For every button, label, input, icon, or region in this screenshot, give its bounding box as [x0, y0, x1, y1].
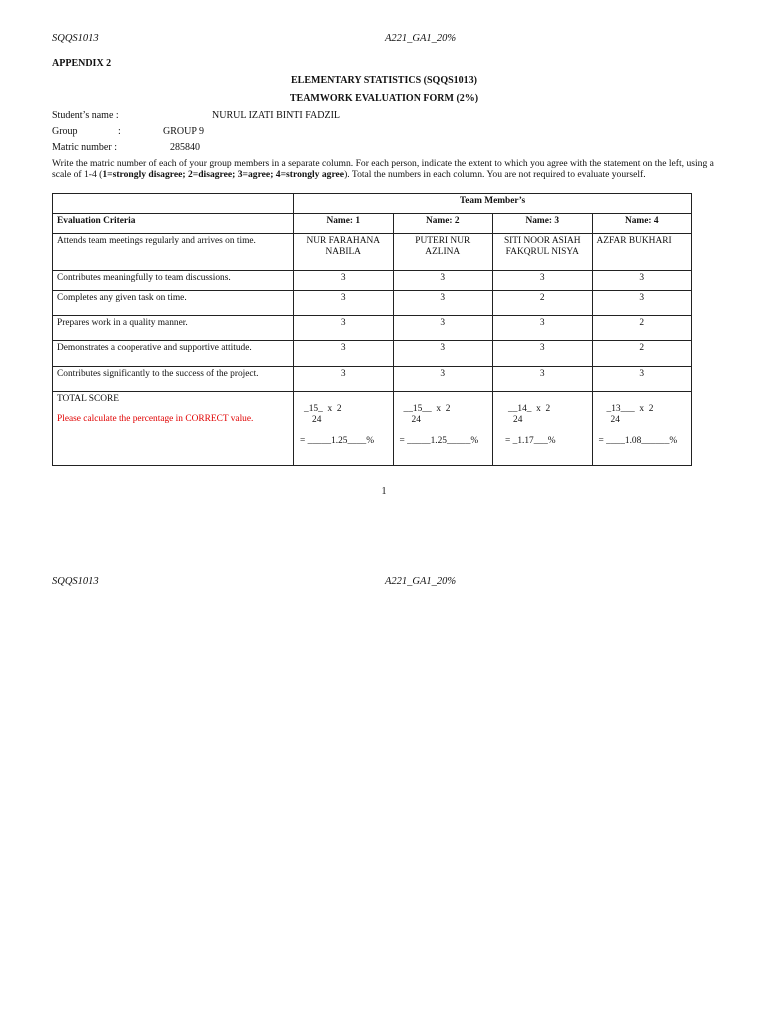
form-title-evaluation: TEAMWORK EVALUATION FORM (2%): [289, 93, 479, 104]
total-cell-1: [294, 392, 394, 466]
total-denominator: 24: [513, 415, 523, 425]
total-percentage: = ____1.08______%: [598, 436, 678, 446]
team-members-header: Team Member’s: [294, 194, 692, 214]
table-row: [53, 271, 692, 291]
student-name-value: NURUL IZATI BINTI FADZIL: [212, 110, 341, 121]
score-cell: 3: [493, 316, 593, 341]
evaluation-table: [52, 193, 692, 466]
score-cell: 3: [592, 271, 692, 291]
score-cell: 3: [393, 271, 493, 291]
score-cell: 3: [294, 341, 394, 367]
page2-header-assignment-code: A221_GA1_20%: [385, 576, 457, 587]
member-name-3: SITI NOOR ASIAH FAKQRUL NISYA: [493, 234, 593, 271]
total-formula: __14_ x 2: [508, 404, 551, 414]
criterion-cell: Attends team meetings regularly and arrives on time.: [53, 234, 294, 271]
score-cell: 2: [493, 291, 593, 316]
score-cell: 3: [493, 341, 593, 367]
total-label-cell: [53, 392, 294, 466]
group-colon: :: [118, 126, 121, 137]
name-header-1: Name: 1: [294, 214, 394, 234]
matric-label: Matric number :: [52, 142, 117, 153]
instructions-text-end: ). Total the numbers in each column. You are not required to evaluate yourself.: [344, 169, 646, 180]
score-cell: 3: [294, 271, 394, 291]
name-header-3: Name: 3: [493, 214, 593, 234]
criterion-cell: Demonstrates a cooperative and supportive attitude.: [53, 341, 294, 367]
total-denominator: 24: [411, 415, 421, 425]
table-row-team-header: [53, 194, 692, 214]
percentage-note: Please calculate the percentage in CORRECT value.: [57, 414, 254, 424]
empty-header-cell: [53, 194, 294, 214]
table-row-column-headers: [53, 214, 692, 234]
total-percentage: = _1.17___%: [505, 436, 556, 446]
score-cell: 3: [393, 341, 493, 367]
header-assignment-code: A221_GA1_20%: [385, 33, 457, 44]
name-header-4: Name: 4: [592, 214, 692, 234]
total-formula: _15_ x 2: [304, 404, 342, 414]
score-cell: 3: [294, 316, 394, 341]
score-cell: 3: [393, 316, 493, 341]
total-score-label: TOTAL SCORE: [57, 394, 120, 404]
total-cell-4: [592, 392, 692, 466]
group-value: GROUP 9: [163, 126, 205, 137]
total-formula: _13___ x 2: [606, 404, 654, 414]
criterion-cell: Prepares work in a quality manner.: [53, 316, 294, 341]
total-formula: __15__ x 2: [403, 404, 451, 414]
group-label: Group: [52, 126, 78, 137]
score-cell: 3: [393, 291, 493, 316]
score-cell: 3: [493, 367, 593, 392]
table-row-total: [53, 392, 692, 466]
form-title-course: ELEMENTARY STATISTICS (SQQS1013): [291, 75, 477, 86]
member-name-2: PUTERI NUR AZLINA: [393, 234, 493, 271]
table-row: [53, 341, 692, 367]
criterion-cell: Completes any given task on time.: [53, 291, 294, 316]
score-cell: 3: [493, 271, 593, 291]
member-name-4: AZFAR BUKHARI: [592, 234, 692, 271]
total-denominator: 24: [610, 415, 620, 425]
name-header-2: Name: 2: [393, 214, 493, 234]
total-denominator: 24: [312, 415, 322, 425]
instructions-text-start: Write the matric number of each of your group members in a separate column. For each person, indicate the extent to which you agree with the statement on the left, using a scale of 1-4 (: [52, 158, 714, 180]
score-cell: 3: [592, 291, 692, 316]
criteria-header: Evaluation Criteria: [53, 214, 294, 234]
score-cell: 3: [393, 367, 493, 392]
score-cell: 2: [592, 341, 692, 367]
total-percentage: = _____1.25____%: [300, 436, 375, 446]
score-cell: 3: [592, 367, 692, 392]
instructions: [52, 158, 717, 180]
table-row: [53, 291, 692, 316]
page2-header-course-code: SQQS1013: [52, 576, 99, 587]
score-cell: 3: [294, 291, 394, 316]
total-cell-3: [493, 392, 593, 466]
criterion-cell: Contributes meaningfully to team discussions.: [53, 271, 294, 291]
table-row: [53, 367, 692, 392]
instructions-scale: 1=strongly disagree; 2=disagree; 3=agree; 4=strongly agree: [102, 169, 345, 180]
total-cell-2: [393, 392, 493, 466]
table-row: [53, 234, 692, 271]
matric-value: 285840: [170, 142, 200, 153]
member-name-1: NUR FARAHANA NABILA: [294, 234, 394, 271]
total-percentage: = _____1.25_____%: [399, 436, 479, 446]
score-cell: 2: [592, 316, 692, 341]
header-course-code: SQQS1013: [52, 33, 99, 44]
appendix-label: APPENDIX 2: [52, 58, 112, 69]
student-name-label: Student’s name :: [52, 110, 119, 121]
table-row: [53, 316, 692, 341]
page-number: 1: [381, 486, 387, 497]
criterion-cell: Contributes significantly to the success of the project.: [53, 367, 294, 392]
score-cell: 3: [294, 367, 394, 392]
